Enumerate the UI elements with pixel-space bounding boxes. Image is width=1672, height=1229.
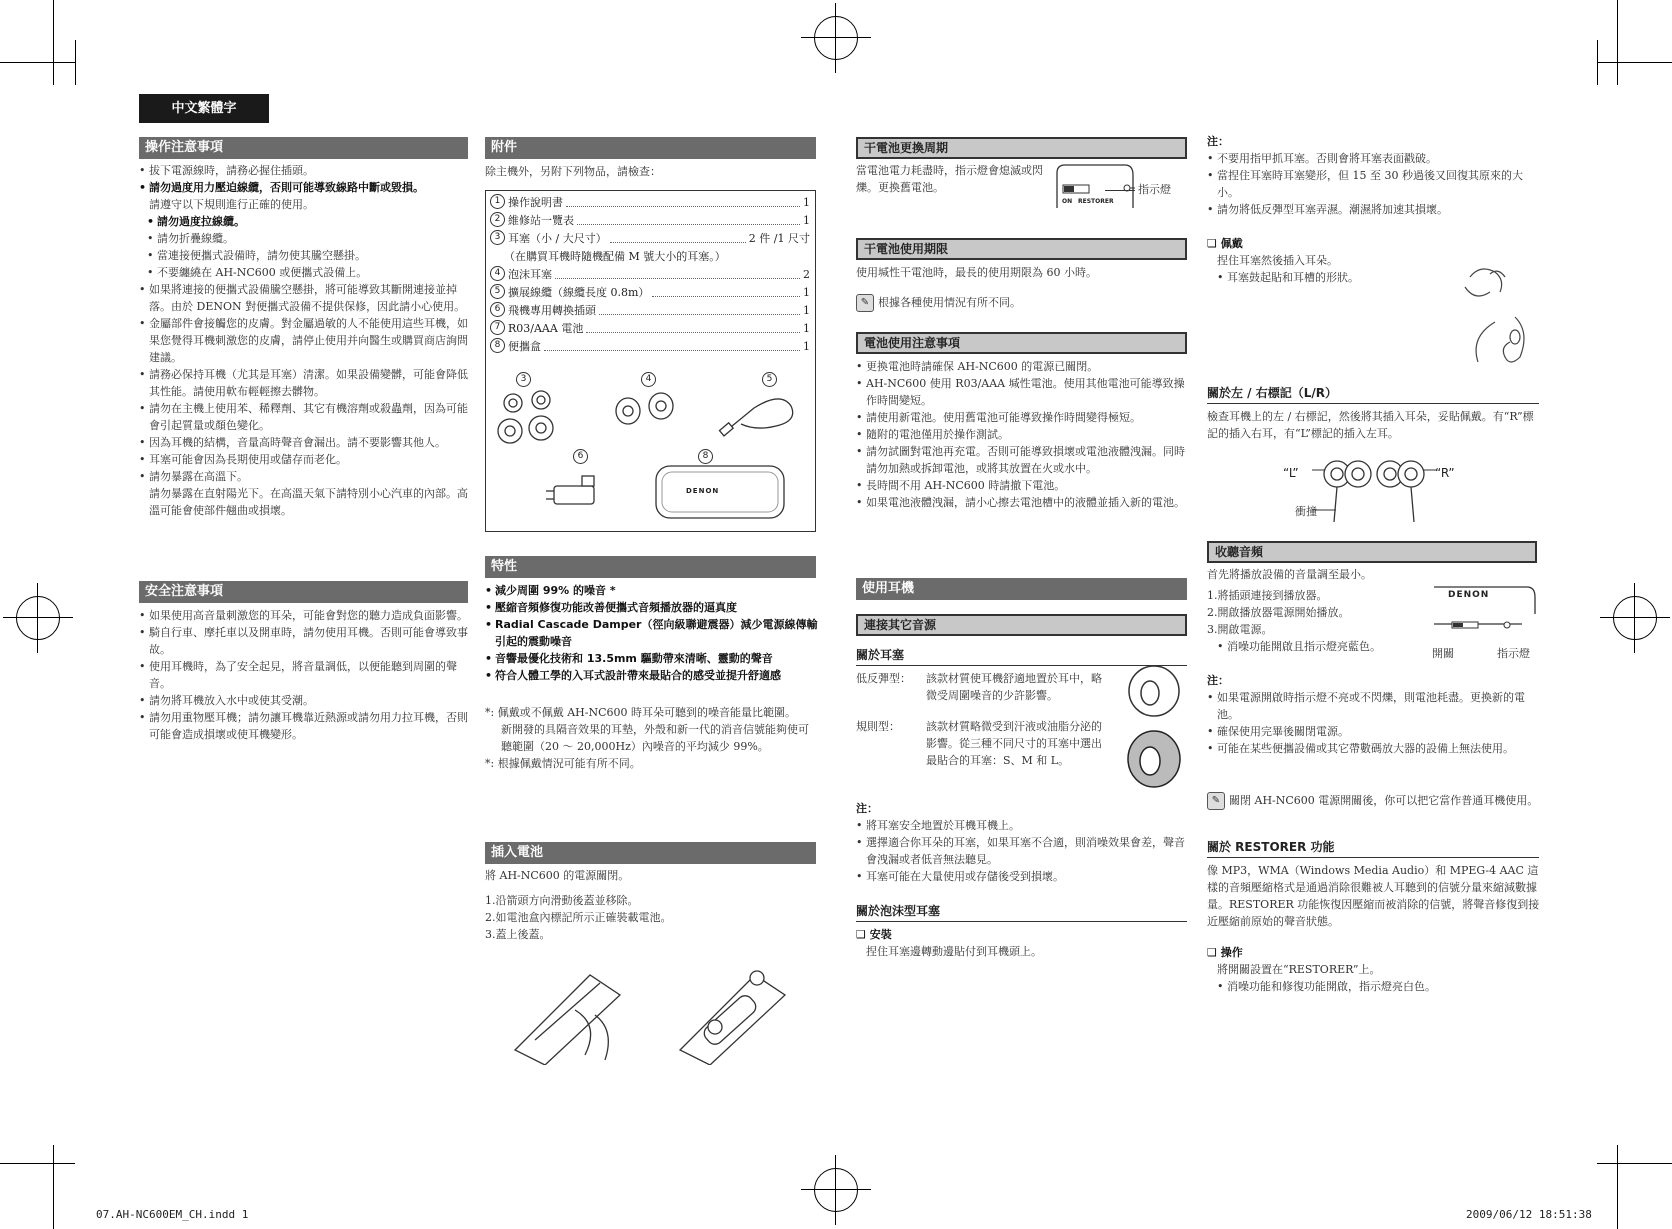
label-right: “R” [1435, 466, 1455, 480]
list-item: • 請務必保持耳機（尤其是耳塞）清潔。如果設備變髒，可能會降低其性能。請使用軟布輕輕擦去髒物。 [139, 366, 471, 400]
eartip-notes [1207, 133, 1539, 218]
list-item: • 選擇適合你耳朵的耳塞，如果耳塞不合適，則消噪效果會差，聲音會洩漏或者低音無法聽見。 [856, 834, 1187, 868]
list-item: • 因為耳機的結構，音量高時聲音會漏出。請不要影響其他人。 [139, 434, 471, 451]
list-item: • 耳塞可能會因為長期使用或儲存而老化。 [139, 451, 471, 468]
step: 2.開啟播放器電源開始播放。 [1207, 606, 1350, 619]
crop-mark [53, 0, 54, 85]
extension-cable-icon [719, 399, 792, 436]
list-item: • 請勿折疊線纜。 [147, 230, 471, 247]
list-item: • 消噪功能和修復功能開啟，指示燈亮白色。 [1217, 978, 1540, 995]
list-item: • 不要纏繞在 AH-NC600 或便攜式設備上。 [147, 264, 471, 281]
switch-label-restorer: RESTORER [1078, 198, 1114, 205]
section-header-operation: 操作注意事項 [139, 137, 468, 159]
life-text: 使用堿性干電池時，最長的使用期限為 60 小時。 [856, 266, 1097, 279]
tip-text: 該款材質略微受到汗液或油脂分泌的影響。從三種不同尺寸的耳塞中選出最貼合的耳塞：S、M 和 L。 [926, 720, 1102, 767]
section-header-features: 特性 [485, 556, 816, 578]
note: *: 根據佩戴情況可能有所不同。 [485, 757, 641, 770]
section-header-listen: 收聽音頻 [1207, 541, 1537, 563]
accessory-note: （在購買耳機時隨機配備 M 號大小的耳塞。） [504, 250, 726, 263]
list-item: • 金屬部件會接觸您的皮膚。對金屬過敏的人不能使用這些耳機，如果您覺得耳機刺激您的皮膚，請停止使用并向醫生或購買商店詢問建議。 [139, 315, 471, 366]
listen-notes [1207, 672, 1540, 757]
wear-block [1207, 235, 1447, 286]
label-left: “L” [1283, 466, 1299, 480]
list-item: 請勿暴露在直射陽光下。在高溫天氣下請特別小心汽車的內部。高溫可能會使部件翹曲或損壞。 [149, 487, 468, 517]
foam-eartips-icon [616, 393, 673, 424]
subheading-restorer: 關於 RESTORER 功能 [1207, 838, 1539, 858]
list-item: • 長時間不用 AH-NC600 時請撤下電池。 [856, 477, 1189, 494]
crop-mark [1597, 40, 1598, 85]
eartip-illustration [1126, 663, 1184, 793]
section-header-replace: 干電池更換周期 [856, 137, 1187, 159]
list-item: 2 維修站一覽表 1 [490, 212, 810, 230]
step: 3.開啟電源。 [1207, 623, 1273, 636]
operation-list [139, 162, 471, 519]
listen-intro: 首先將播放設備的音量調至最小。 [1207, 568, 1372, 581]
crop-mark [75, 40, 76, 85]
use-notes [856, 800, 1187, 885]
device-logo: DENON [1448, 590, 1490, 600]
leader-line [1105, 190, 1135, 191]
registration-mark [814, 16, 858, 60]
list-item: • 當連接便攜式設備時，請勿使其騰空懸掛。 [147, 247, 471, 264]
list-item: 8 便攜盒 1 [490, 338, 810, 356]
accessories-illustration [486, 386, 815, 531]
list-item: 3 耳塞（小 / 大尺寸） 2 件 /1 尺寸 [490, 230, 810, 248]
list-item: • 將耳塞安全地置於耳機耳機上。 [856, 817, 1187, 834]
subheading-foam: 關於泡沫型耳塞 [856, 902, 1187, 922]
list-item: • 確保使用完畢後關閉電源。 [1207, 723, 1540, 740]
step: 1.將插頭連接到播放器。 [1207, 589, 1328, 602]
list-item: 4 泡沫耳塞 2 [490, 266, 810, 284]
replace-text: 當電池電力耗盡時，指示燈會熄滅或閃爍。更換舊電池。 [856, 164, 1043, 194]
indicator-label: 指示燈 [1138, 183, 1171, 196]
life-note [856, 294, 1187, 312]
subheading-eartips: 關於耳塞 [856, 646, 1187, 666]
section-header-caution: 電池使用注意事項 [856, 332, 1187, 354]
lr-earphones-illustration [1312, 452, 1437, 524]
features-notes [485, 704, 818, 772]
footer-filename: 07.AH-NC600EM_CH.indd 1 [96, 1208, 249, 1221]
restorer-text: 像 MP3，WMA（Windows Media Audio）和 MPEG-4 AAC 這樣的音頻壓縮格式是通過消除很難被人耳聽到的信號分量來縮減數據量。RESTORER 功能恢復因壓縮而被消除的信號，將聲音修復到接近壓縮前原始的聲音狀態。 [1207, 864, 1540, 928]
note-title: 注： [856, 802, 878, 815]
list-item: • 符合人體工學的入耳式設計帶來最貼合的感受並提升舒適感 [485, 667, 818, 684]
listen-block [1207, 566, 1427, 655]
switch-label: 開關 [1432, 647, 1454, 660]
subheading-lr: 關於左 / 右標記（L/R） [1207, 384, 1539, 404]
crop-mark [0, 62, 75, 63]
label-collision: 衝撞 [1295, 505, 1317, 518]
figure-label: 6 [573, 449, 588, 464]
safety-list [139, 607, 471, 743]
list-item: • 請勿將耳機放入水中或使其受潮。 [139, 692, 471, 709]
list-item: • 如果將連接的便攜式設備騰空懸掛，將可能導致其斷開連接並掉落。由於 DENON 對便攜式設備不提供保修，因此請小心使用。 [139, 281, 471, 315]
indicator-illustration [1055, 163, 1135, 213]
list-item: • 隨附的電池僅用於操作測試。 [856, 426, 1189, 443]
figure-label: 5 [762, 372, 777, 387]
figure-label: 4 [641, 372, 656, 387]
list-item: • 如果電池液體洩漏，請小心擦去電池槽中的液體並插入新的電池。 [856, 494, 1189, 511]
crop-mark [53, 1145, 54, 1229]
wearing-illustration [1460, 262, 1540, 372]
list-item: • 使用耳機時，為了安全起見，將音量調低，以便能聽到周圍的聲音。 [139, 658, 471, 692]
registration-mark [814, 1168, 858, 1212]
section-header-accessories: 附件 [485, 137, 816, 159]
list-item: • 音響最優化技術和 13.5mm 驅動帶來清晰、靈動的聲音 [485, 650, 818, 667]
accessories-list [490, 194, 810, 356]
crop-mark [1617, 0, 1618, 85]
list-item: • 不要用指甲抓耳塞。否則會將耳塞表面戳破。 [1207, 150, 1539, 167]
pencil-icon: ✎ [856, 294, 874, 312]
list-item: • 請勿試圖對電池再充電。否則可能導致損壞或電池液體洩漏。同時請勿加熱或拆卸電池，或將其放置在火或水中。 [856, 443, 1189, 477]
footer-timestamp: 2009/06/12 18:51:38 [1466, 1208, 1592, 1221]
restorer-operation [1207, 944, 1540, 995]
battery-illustration [505, 955, 805, 1065]
list-item: • 請勿將低反彈型耳塞弄濕。潮濕將加速其損壞。 [1207, 201, 1539, 218]
list-item: 7 R03/AAA 電池 1 [490, 320, 810, 338]
list-item: • 騎自行車、摩托車以及開車時，請勿使用耳機。否則可能會導致事故。 [139, 624, 471, 658]
battery-intro: 將 AH-NC600 的電源關閉。 [485, 869, 630, 882]
list-item: • 可能在某些便攜設備或其它帶數碼放大器的設備上無法使用。 [1207, 740, 1540, 757]
figure-label: 3 [516, 372, 531, 387]
list-item: • 請勿過度拉線纜。 [147, 213, 471, 230]
note: 新開發的具隔音效果的耳墊，外殼和新一代的消音信號能夠使可聽範圍（20 ～ 20,000Hz）內噪音的平均減少 99%。 [501, 723, 809, 753]
step: 2.如電池盒內標記所示正確裝載電池。 [485, 911, 672, 924]
features-list [485, 582, 818, 684]
registration-mark [16, 596, 60, 640]
section-header-safety: 安全注意事項 [139, 581, 468, 603]
figure-label: 8 [698, 449, 713, 464]
battery-text [485, 867, 816, 943]
list-item: • 消噪功能開啟且指示燈亮藍色。 [1217, 638, 1427, 655]
list-item: • 如果電源開啟時指示燈不亮或不閃爍，則電池耗盡。更換新的電池。 [1207, 689, 1540, 723]
lr-text: 檢查耳機上的左 / 右標記，然後將其插入耳朵，妥貼佩戴。有“R”標記的插入右耳，有“L”標記的插入左耳。 [1207, 410, 1534, 440]
operation-text: 將開關設置在“RESTORER”上。 [1217, 963, 1381, 976]
list-item: • 更換電池時請確保 AH-NC600 的電源已關閉。 [856, 358, 1189, 375]
crop-mark [0, 1163, 75, 1164]
list-item: • 減少周圍 99% 的噪音 * [485, 582, 818, 599]
listen-tip [1207, 792, 1540, 810]
crop-mark [1597, 62, 1672, 63]
list-item: • 請勿過度用力壓迫線纜，否則可能導致線路中斷或毀損。 [139, 179, 471, 196]
airplane-adapter-icon [546, 476, 594, 504]
list-item: • 耳塞鼓起貼和耳槽的形狀。 [1217, 269, 1447, 286]
list-item: • Radial Cascade Damper（徑向級聯避震器）減少電源線傳輸引起的震動噪音 [485, 616, 818, 650]
list-item: • 當捏住耳塞時耳塞變形，但 15 至 30 秒過後又回復其原來的大小。 [1207, 167, 1539, 201]
list-item: • 請勿在主機上使用苯、稀釋劑、其它有機溶劑或殺蟲劑，因為可能會引起質量或顏色變化。 [139, 400, 471, 434]
list-item: • 請勿暴露在高溫下。 [139, 468, 471, 485]
note-title: 注： [1207, 135, 1229, 148]
tip-label: 規則型： [856, 720, 900, 733]
tip-label: 低反彈型： [856, 672, 911, 685]
section-header-life: 干電池使用期限 [856, 238, 1187, 260]
indicator-label: 指示燈 [1497, 647, 1530, 660]
note-text: 根據各種使用情況有所不同。 [878, 296, 1021, 309]
operation-title: ❑ 操作 [1207, 946, 1243, 959]
carrying-case-icon [656, 466, 784, 518]
eartips-icon [498, 391, 553, 443]
pencil-icon: ✎ [1207, 792, 1225, 810]
tip-text: 關閉 AH-NC600 電源開關後，你可以把它當作普通耳機使用。 [1229, 794, 1539, 807]
list-item: 6 飛機專用轉換插頭 1 [490, 302, 810, 320]
case-logo: DENON [686, 487, 720, 495]
list-item: • 請使用新電池。使用舊電池可能導致操作時間變得極短。 [856, 409, 1189, 426]
caution-list [856, 358, 1189, 511]
note: *: 佩戴或不佩戴 AH-NC600 時耳朵可聽到的噪音能量比範圍。 [485, 706, 796, 719]
wear-title: ❑ 佩戴 [1207, 237, 1243, 250]
tip-text: 該款材質使耳機舒適地置於耳中，略微受周圍噪音的少許影響。 [926, 672, 1102, 702]
switch-label-on: ON [1062, 198, 1073, 205]
install-title: ❑ 安裝 [856, 928, 892, 941]
list-item: • 如果使用高音量刺激您的耳朵，可能會對您的聽力造成負面影響。 [139, 607, 471, 624]
list-item: 5 擴展線纜（線纜長度 0.8m） 1 [490, 284, 810, 302]
wear-text: 捏住耳塞然後插入耳朵。 [1217, 254, 1338, 267]
list-item: • 壓縮音頻修復功能改善便攜式音頻播放器的逼真度 [485, 599, 818, 616]
install-text: 捏住耳塞邊轉動邊貼付到耳機頭上。 [866, 945, 1042, 958]
section-header-connect: 連接其它音源 [856, 614, 1187, 636]
note-title: 注： [1207, 674, 1229, 687]
step: 3.蓋上後蓋。 [485, 928, 551, 941]
list-item: • 請勿用重物壓耳機；請勿讓耳機靠近熱源或請勿用力拉耳機，否則可能會造成損壞或使耳機變形。 [139, 709, 471, 743]
step: 1.沿箭頭方向滑動後蓋並移除。 [485, 894, 639, 907]
language-tab: 中文繁體字 [139, 94, 269, 123]
registration-mark [1613, 596, 1657, 640]
section-header-use: 使用耳機 [856, 578, 1187, 600]
list-item: 1 操作說明書 1 [490, 194, 810, 212]
list-item: • 耳塞可能在大量使用或存儲後受到損壞。 [856, 868, 1187, 885]
accessories-intro: 除主機外，另附下列物品，請檢查： [485, 165, 661, 178]
list-item: 請遵守以下規則進行正確的使用。 [149, 198, 314, 211]
crop-mark [1597, 1163, 1672, 1164]
section-header-battery: 插入電池 [485, 842, 816, 864]
list-item: • AH-NC600 使用 R03/AAA 堿性電池。使用其他電池可能導致操作時間變短。 [856, 375, 1189, 409]
list-item: • 拔下電源線時，請務必握住插頭。 [139, 162, 471, 179]
accessories-box [485, 190, 816, 532]
install-block [856, 926, 1187, 960]
crop-mark [1617, 1145, 1618, 1229]
